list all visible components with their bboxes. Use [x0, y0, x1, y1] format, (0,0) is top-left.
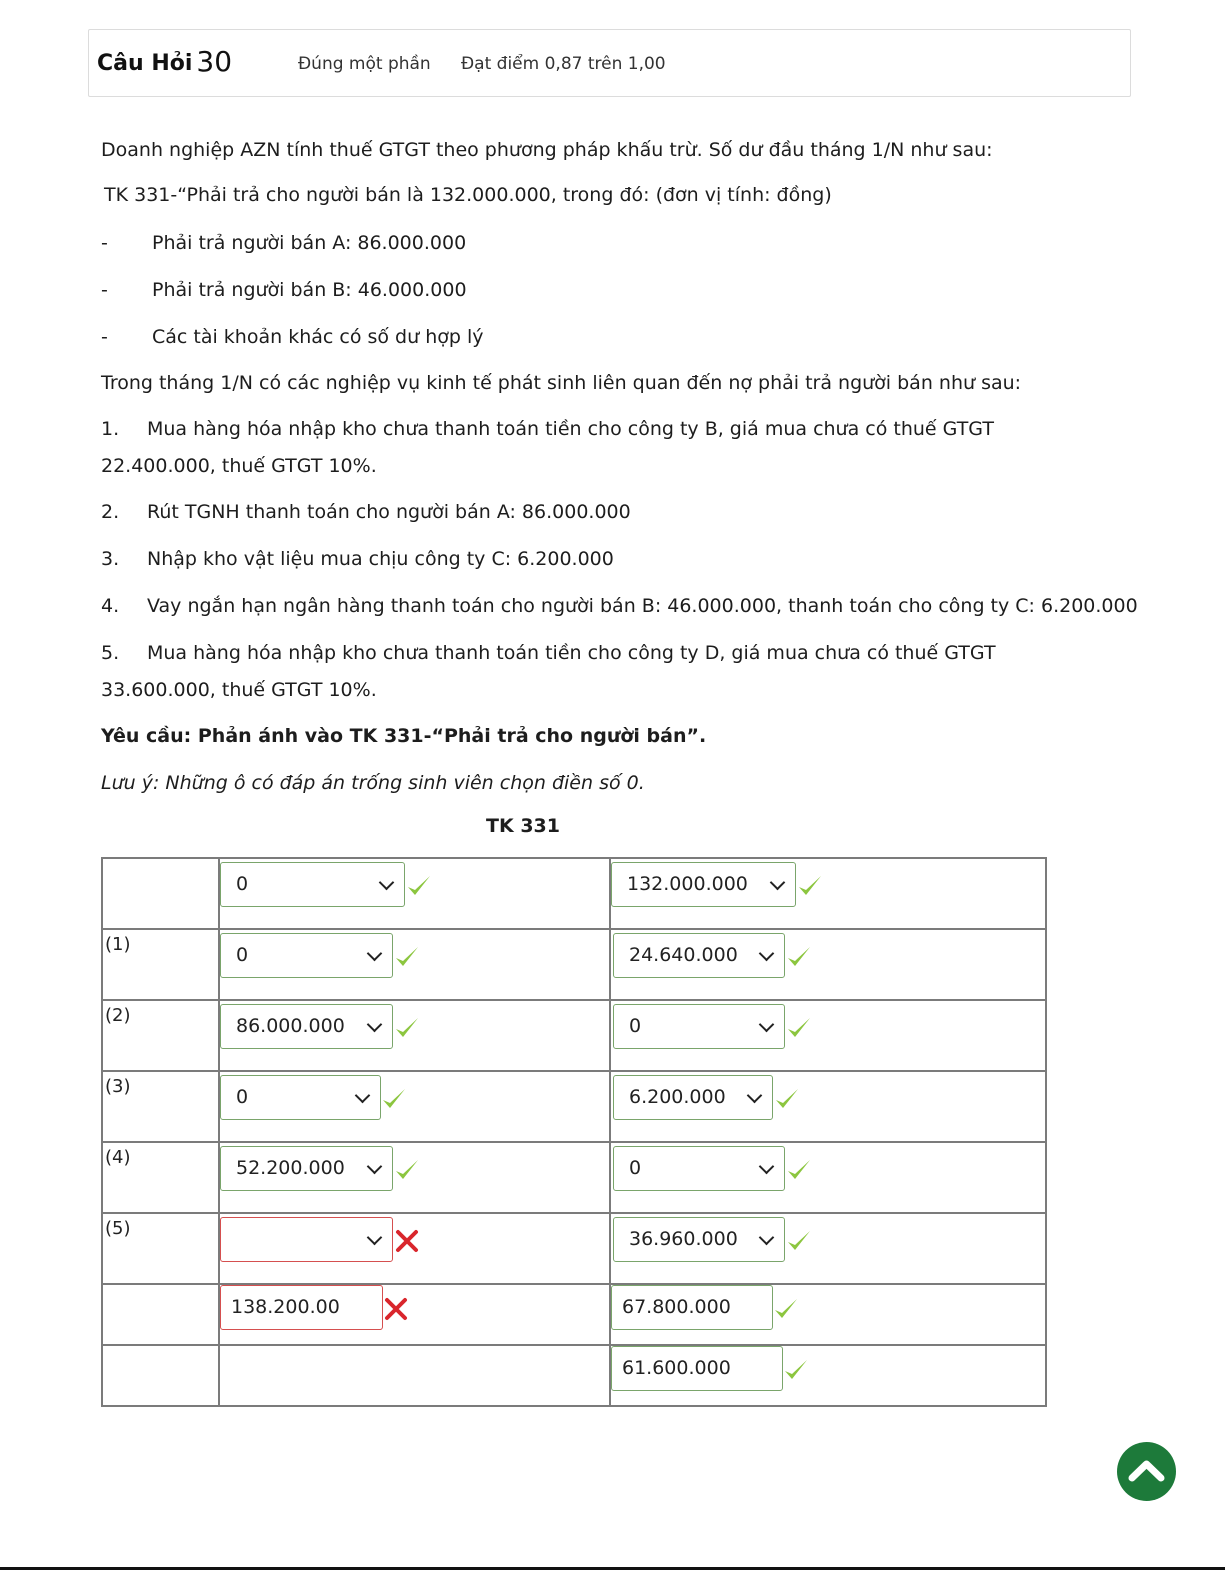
table-row — [102, 858, 1046, 929]
table-row: (2) 86.000.000 0 — [102, 1000, 1046, 1071]
debit-select[interactable]: 0 — [220, 1075, 381, 1120]
correct-check-icon — [774, 1086, 800, 1112]
credit-select[interactable]: 132.000.000 — [611, 862, 796, 907]
correct-check-icon — [394, 1015, 420, 1041]
question-label: Câu Hỏi — [97, 51, 193, 76]
balance-item: - Các tài khoản khác có số dư hợp lý — [101, 326, 484, 348]
tk331-paragraph: TK 331-“Phải trả cho người bán là 132.000.000, trong đó: (đơn vị tính: đồng) — [104, 184, 832, 206]
chevron-down-icon — [367, 1017, 383, 1033]
balance-item: - Phải trả người bán B: 46.000.000 — [101, 279, 467, 301]
debit-select[interactable]: 52.200.000 — [220, 1146, 393, 1191]
credit-select[interactable]: 0 — [613, 1146, 785, 1191]
credit-select[interactable]: 24.640.000 — [613, 933, 785, 978]
chevron-down-icon — [759, 1230, 775, 1246]
chevron-down-icon — [379, 875, 395, 891]
note-text: Lưu ý: Những ô có đáp án trống sinh viên chọn điền số 0. — [101, 772, 645, 794]
debit-select[interactable] — [220, 1217, 393, 1262]
correct-check-icon — [773, 1296, 799, 1322]
debit-select[interactable]: 0 — [220, 933, 393, 978]
transaction-item: 3. Nhập kho vật liệu mua chịu công ty C: 6.200.000 — [101, 548, 614, 570]
chevron-down-icon — [367, 1159, 383, 1175]
table-row: (1) 0 24.640.000 — [102, 929, 1046, 1000]
chevron-down-icon — [747, 1088, 763, 1104]
chevron-down-icon — [759, 1017, 775, 1033]
chevron-down-icon — [759, 1159, 775, 1175]
transaction-item: 5. Mua hàng hóa nhập kho chưa thanh toán tiền cho công ty D, giá mua chưa có thuế GTGT 33.600.000, thuế GTGT 10%. — [101, 642, 996, 701]
chevron-up-icon — [1125, 1450, 1168, 1493]
incorrect-cross-icon — [383, 1296, 409, 1322]
credit-select[interactable]: 0 — [613, 1004, 785, 1049]
scroll-to-top-button[interactable] — [1117, 1442, 1176, 1501]
correct-check-icon — [786, 944, 812, 970]
question-state: Đúng một phần — [298, 54, 431, 74]
credit-total-input[interactable]: 67.800.000 — [611, 1285, 773, 1330]
transaction-item: 1. Mua hàng hóa nhập kho chưa thanh toán tiền cho công ty B, giá mua chưa có thuế GTGT 22.400.000, thuế GTGT 10%. — [101, 418, 994, 477]
correct-check-icon — [783, 1357, 809, 1383]
table-row: (4) 52.200.000 0 — [102, 1142, 1046, 1213]
question-number: 30 — [196, 45, 233, 78]
intro-paragraph: Doanh nghiệp AZN tính thuế GTGT theo phương pháp khấu trừ. Số dư đầu tháng 1/N như sau: — [101, 139, 993, 161]
page-bottom-divider — [0, 1567, 1225, 1570]
question-title — [97, 44, 232, 77]
table-row: (3) 0 6.200.000 — [102, 1071, 1046, 1142]
chevron-down-icon — [367, 946, 383, 962]
correct-check-icon — [381, 1086, 407, 1112]
correct-check-icon — [406, 873, 432, 899]
transaction-item: 4. Vay ngắn hạn ngân hàng thanh toán cho người bán B: 46.000.000, thanh toán cho công ty C: 6.200.000 — [101, 595, 1138, 617]
correct-check-icon — [786, 1157, 812, 1183]
correct-check-icon — [394, 944, 420, 970]
chevron-down-icon — [355, 1088, 371, 1104]
requirement-text: Yêu cầu: Phản ánh vào TK 331-“Phải trả cho người bán”. — [101, 725, 707, 747]
correct-check-icon — [786, 1228, 812, 1254]
correct-check-icon — [786, 1015, 812, 1041]
tk331-table-title: TK 331 — [486, 815, 560, 837]
tk331-t-account-table — [101, 857, 1047, 1407]
credit-select[interactable]: 36.960.000 — [613, 1217, 785, 1262]
correct-check-icon — [797, 873, 823, 899]
table-row-ending-balance — [102, 1345, 1046, 1406]
debit-select[interactable]: 86.000.000 — [220, 1004, 393, 1049]
balance-item: - Phải trả người bán A: 86.000.000 — [101, 232, 467, 254]
question-info-header — [88, 29, 1131, 97]
question-grade: Đạt điểm 0,87 trên 1,00 — [461, 54, 666, 74]
table-row-totals — [102, 1284, 1046, 1345]
incorrect-cross-icon — [394, 1228, 420, 1254]
chevron-down-icon — [367, 1230, 383, 1246]
table-row: (5) 36.960.000 — [102, 1213, 1046, 1284]
transaction-item: 2. Rút TGNH thanh toán cho người bán A: 86.000.000 — [101, 501, 631, 523]
during-paragraph: Trong tháng 1/N có các nghiệp vụ kinh tế phát sinh liên quan đến nợ phải trả người bán như sau: — [101, 372, 1022, 394]
chevron-down-icon — [770, 875, 786, 891]
chevron-down-icon — [759, 946, 775, 962]
debit-select[interactable]: 0 — [220, 862, 405, 907]
correct-check-icon — [394, 1157, 420, 1183]
ending-balance-input[interactable]: 61.600.000 — [611, 1346, 783, 1391]
debit-total-input[interactable]: 138.200.00 — [220, 1285, 383, 1330]
credit-select[interactable]: 6.200.000 — [613, 1075, 773, 1120]
